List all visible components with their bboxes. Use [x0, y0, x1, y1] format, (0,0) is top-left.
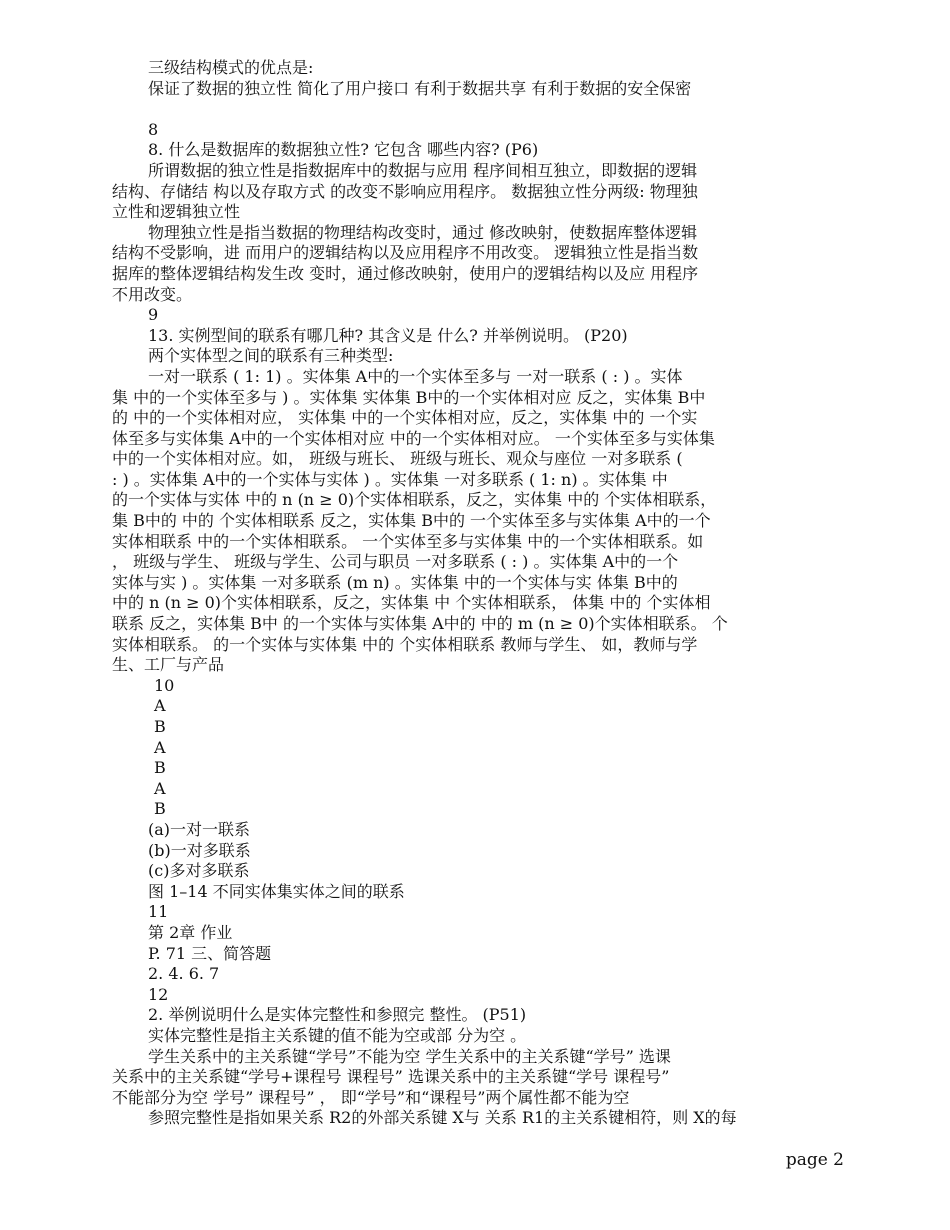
text-line: 的一个实体与实体 中的 n (n ≥ 0)个实体相联系，反之，实体集 中的 个实体相联系， [112, 490, 717, 510]
text-line: 关系中的主关系键“学号+课程号 课程号” 选课关系中的主关系键“学号 课程号” [112, 1067, 670, 1087]
text-line: B [154, 758, 166, 778]
text-line: 结构、存储结 构以及存取方式 的改变不影响应用程序。 数据独立性分两级: 物理独 [112, 181, 698, 201]
text-line: 实体与实 ) 。实体集 一对多联系 (m n) 。实体集 中的一个实体与实 体集 B中的 [112, 572, 678, 592]
text-line: 8. 什么是数据库的数据独立性? 它包含 哪些内容? (P6) [148, 140, 539, 160]
text-line: 实体相联系。 的一个实体与实体集 中的 个实体相联系 教师与学生、 如，教师与学 [112, 634, 698, 654]
text-line: 生、工厂与产品 [112, 655, 225, 675]
text-line: 集 B中的 中的 个实体相联系 反之，实体集 B中的 一个实体至多与实体集 A中的一个 [112, 511, 711, 531]
text-line: 物理独立性是指当数据的物理结构改变时，通过 修改映射，使数据库整体逻辑 [148, 222, 698, 242]
text-line: 所谓数据的独立性是指数据库中的数据与应用 程序间相互独立，即数据的逻辑 [148, 160, 698, 180]
text-line: ， 班级与学生、 班级与学生、公司与职员 一对多联系 ( : ) 。实体集 A中的一个 [112, 552, 679, 572]
text-line: A [154, 778, 166, 798]
text-line: 中的一个实体相对应。如， 班级与班长、 班级与班长、观众与座位 一对多联系 ( [112, 449, 683, 469]
text-line: 中的 n (n ≥ 0)个实体相联系，反之，实体集 中 个实体相联系， 体集 中的 个实体相 [112, 593, 711, 613]
text-line [112, 99, 817, 120]
text-line: 2. 举例说明什么是实体完整性和参照完 整性。 (P51) [148, 1005, 527, 1025]
text-line: 结构不受影响，进 而用户的逻辑结构以及应用程序不用改变。 逻辑独立性是指当数 [112, 243, 699, 263]
page-number: page 2 [785, 1150, 844, 1170]
text-line: 13. 实例型间的联系有哪几种? 其含义是 什么? 并举例说明。 (P20) [148, 325, 628, 345]
text-line: 第 2章 作业 [148, 922, 233, 942]
text-line: 不能部分为空 学号” 课程号” ， 即“学号”和“课程号”两个属性都不能为空 [112, 1087, 630, 1107]
text-line: 两个实体型之间的联系有三种类型: [148, 346, 394, 366]
text-line: 11 [148, 902, 169, 922]
text-line: 三级结构模式的优点是: [148, 58, 314, 77]
text-line: 实体完整性是指主关系键的值不能为空或部 分为空 。 [148, 1025, 527, 1045]
document-body [112, 58, 817, 1129]
text-line: 不用改变。 [112, 284, 193, 304]
text-line: 一对一联系 ( 1: 1) 。实体集 A中的一个实体至多与 一对一联系 ( : ) 。实体 [148, 366, 683, 386]
text-line: 集 中的一个实体至多与 ) 。实体集 实体集 B中的一个实体相对应 反之，实体集 B中 [112, 387, 706, 407]
text-line: 10 [154, 675, 175, 695]
text-line: B [154, 717, 166, 736]
text-line: (a)一对一联系 [148, 819, 251, 839]
text-line: 体至多与实体集 A中的一个实体相对应 中的一个实体相对应。 一个实体至多与实体集 [112, 428, 715, 448]
text-line: A [154, 737, 166, 757]
text-line: 立性和逻辑独立性 [112, 202, 241, 222]
text-line: : ) 。实体集 A中的一个实体与实体 ) 。实体集 一对多联系 ( 1: n) 。实体集 中 [112, 469, 668, 489]
text-line: 保证了数据的独立性 简化了用户接口 有利于数据共享 有利于数据的安全保密 [148, 78, 692, 98]
text-line: 的 中的一个实体相对应， 实体集 中的一个实体相对应，反之，实体集 中的 一个实 [112, 408, 698, 428]
text-line: 9 [148, 305, 159, 325]
text-line: 联系 反之，实体集 B中 的一个实体与实体集 A中的 中的 m (n ≥ 0)个实体相联系。 个 [112, 614, 728, 634]
text-line: 学生关系中的主关系键“学号”不能为空 学生关系中的主关系键“学号” 选课 [148, 1046, 671, 1066]
text-line: 据库的整体逻辑结构发生改 变时，通过修改映射，使用户的逻辑结构以及应 用程序 [112, 263, 699, 283]
text-line: 实体相联系 中的一个实体相联系。 一个实体至多与实体集 中的一个实体相联系。如 [112, 531, 704, 551]
text-line: (b)一对多联系 [148, 840, 251, 860]
text-line: 图 1–14 不同实体集实体之间的联系 [148, 881, 405, 901]
text-line: P. 71 三、简答题 [148, 943, 272, 963]
text-line: A [154, 696, 166, 716]
text-line: 2. 4. 6. 7 [148, 964, 220, 984]
text-line: 8 [148, 119, 159, 139]
text-line: B [154, 799, 166, 819]
text-line: 12 [148, 984, 169, 1004]
text-line: (c)多对多联系 [148, 861, 250, 881]
text-line: 参照完整性是指如果关系 R2的外部关系键 X与 关系 R1的主关系键相符，则 X的每 [148, 1108, 737, 1128]
